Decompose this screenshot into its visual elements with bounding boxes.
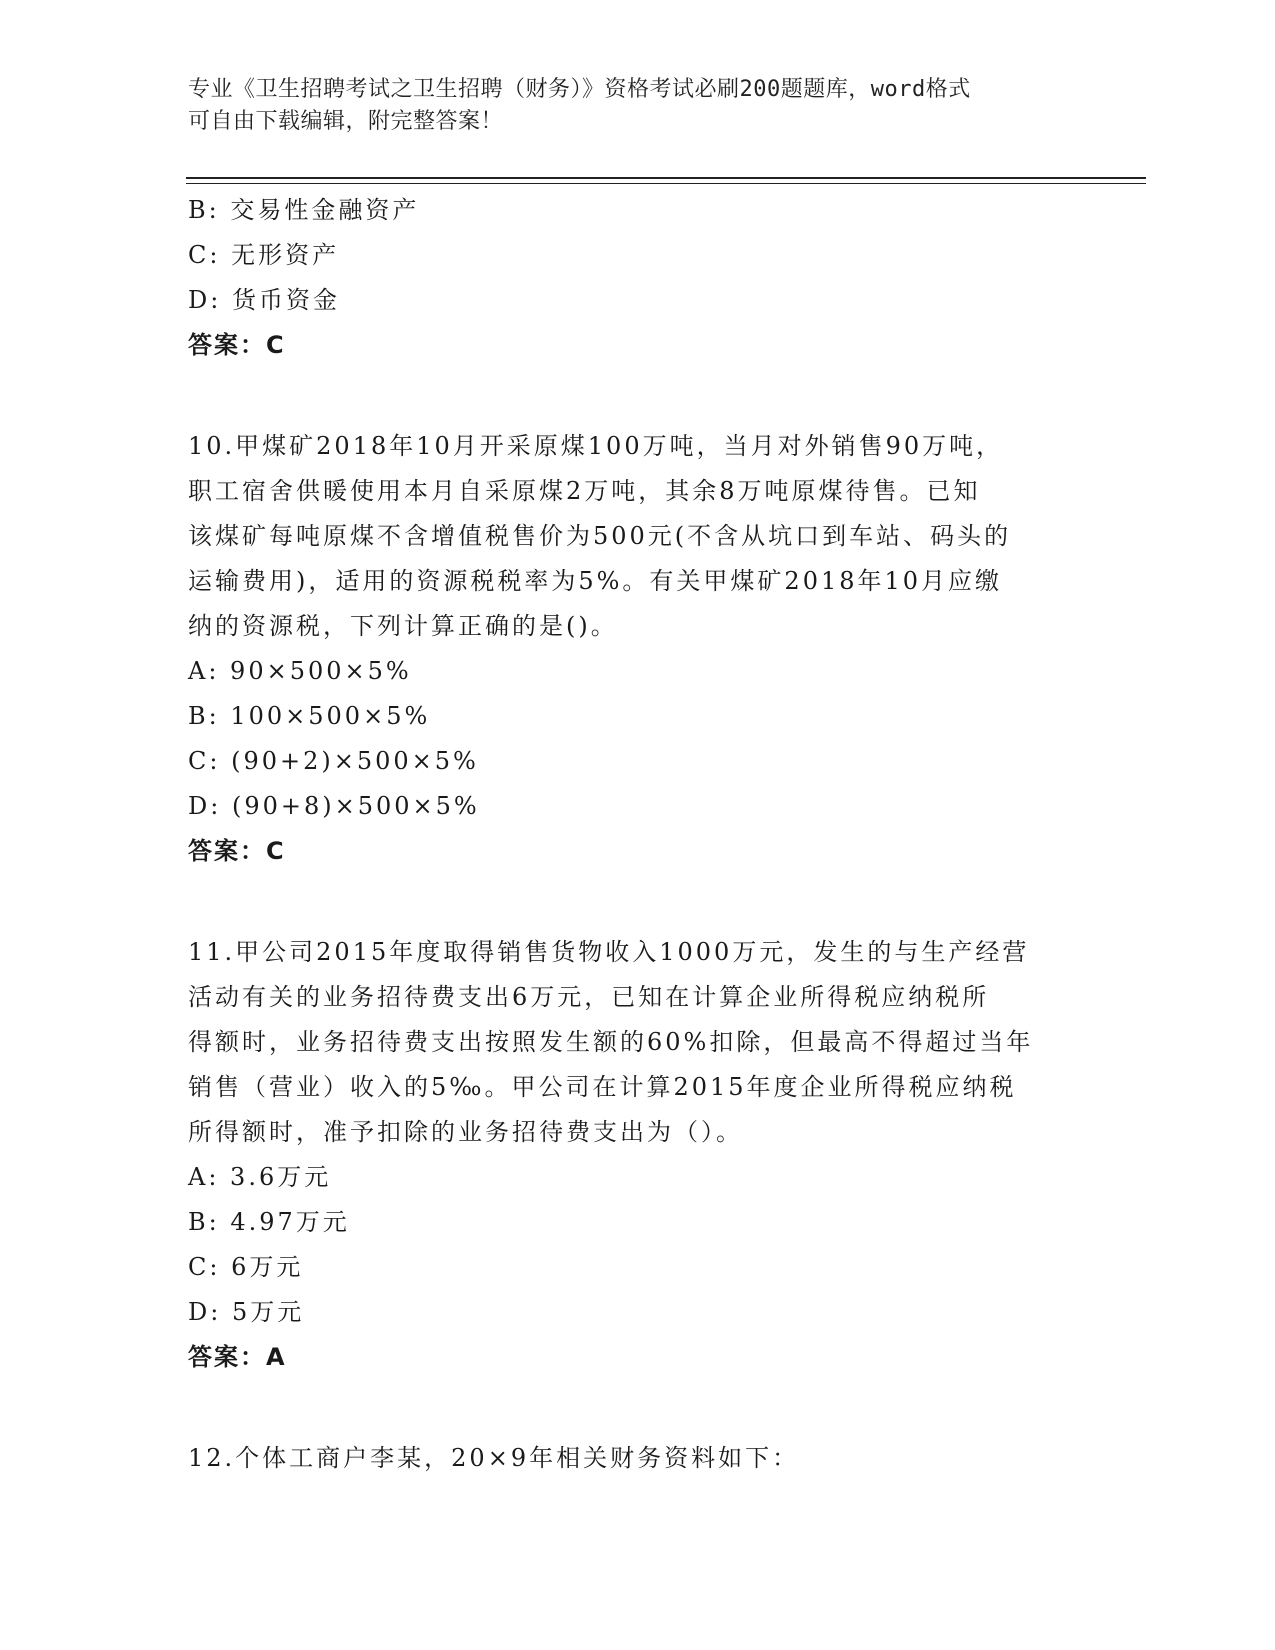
q10-option-a: A: 90×500×5%	[188, 657, 412, 685]
spacer	[188, 1380, 1088, 1436]
question-10-block	[188, 424, 1088, 874]
q9-option-b: B: 交易性金融资产	[188, 196, 420, 224]
spacer	[188, 874, 1088, 930]
q12-text-line: 12.个体工商户李某，20×9年相关财务资料如下：	[188, 1444, 800, 1472]
q11-option-d: D: 5万元	[188, 1298, 305, 1326]
q11-text-line: 销售（营业）收入的5‰。甲公司在计算2015年度企业所得税应纳税	[188, 1073, 1017, 1101]
q11-answer: 答案：A	[188, 1343, 287, 1371]
q11-option-a: A: 3.6万元	[188, 1163, 332, 1191]
q10-text-line: 运输费用)，适用的资源税税率为5%。有关甲煤矿2018年10月应缴	[188, 567, 1003, 595]
document-header	[188, 74, 1068, 138]
header-divider-thin	[186, 183, 1146, 184]
q9-option-d: D: 货币资金	[188, 286, 340, 314]
question-11-block	[188, 930, 1088, 1380]
q11-text-line: 11.甲公司2015年度取得销售货物收入1000万元，发生的与生产经营	[188, 938, 1030, 966]
header-divider-thick	[186, 177, 1146, 179]
spacer	[188, 368, 1088, 424]
q11-text-line: 得额时，业务招待费支出按照发生额的60%扣除，但最高不得超过当年	[188, 1028, 1034, 1056]
q10-answer: 答案：C	[188, 837, 286, 865]
q11-text-line: 活动有关的业务招待费支出6万元，已知在计算企业所得税应纳税所	[188, 983, 990, 1011]
q11-text-line: 所得额时，准予扣除的业务招待费支出为（）。	[188, 1118, 743, 1146]
q11-option-c: C: 6万元	[188, 1253, 304, 1281]
q10-option-c: C: (90+2)×500×5%	[188, 747, 479, 775]
question-content	[188, 188, 1088, 1481]
q10-option-d: D: (90+8)×500×5%	[188, 792, 480, 820]
q10-text-line: 职工宿舍供暖使用本月自采原煤2万吨，其余8万吨原煤待售。已知	[188, 477, 981, 505]
header-title-line-2: 可自由下载编辑，附完整答案！	[188, 109, 504, 134]
q9-option-c: C: 无形资产	[188, 241, 340, 269]
question-9-block	[188, 188, 1088, 368]
q10-text-line: 纳的资源税，下列计算正确的是()。	[188, 612, 618, 640]
q10-option-b: B: 100×500×5%	[188, 702, 431, 730]
question-12-block	[188, 1436, 1088, 1481]
q11-option-b: B: 4.97万元	[188, 1208, 350, 1236]
q9-answer: 答案：C	[188, 331, 286, 359]
q10-text-line: 10.甲煤矿2018年10月开采原煤100万吨，当月对外销售90万吨，	[188, 432, 1004, 460]
header-title-line-1: 专业《卫生招聘考试之卫生招聘（财务）》资格考试必刷200题题库，word格式	[188, 77, 971, 102]
q10-text-line: 该煤矿每吨原煤不含增值税售价为500元(不含从坑口到车站、码头的	[188, 522, 1012, 550]
